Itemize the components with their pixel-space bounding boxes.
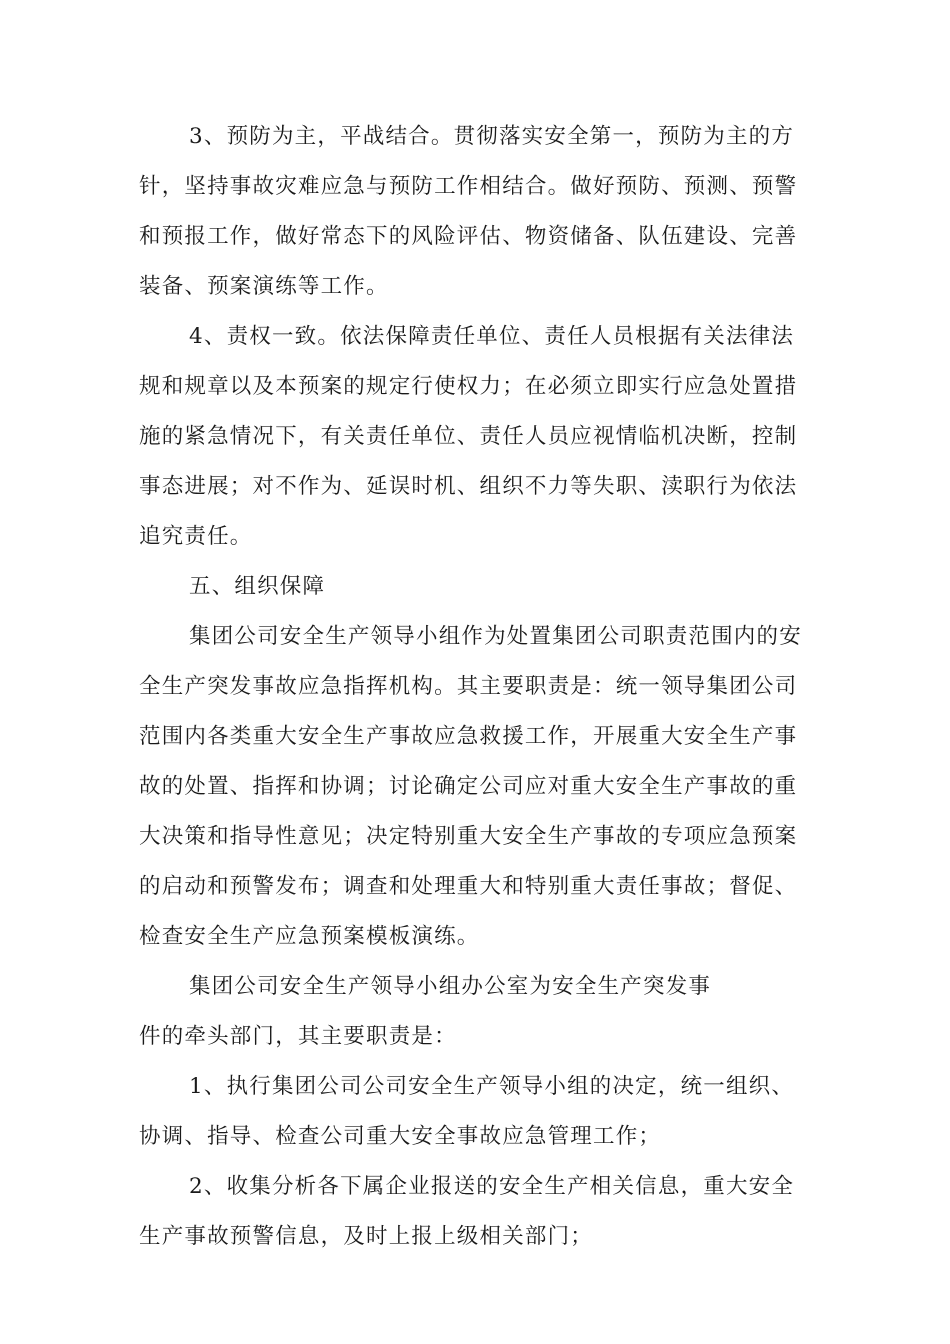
paragraph-line: 故的处置、指挥和协调；讨论确定公司应对重大安全生产事故的重 (139, 774, 798, 799)
paragraph-line: 施的紧急情况下，有关责任单位、责任人员应视情临机决断，控制 (139, 424, 798, 449)
paragraph-line: 规和规章以及本预案的规定行使权力；在必须立即实行应急处置措 (139, 374, 798, 399)
paragraph-line: 件的牵头部门，其主要职责是： (139, 1024, 457, 1049)
paragraph-line: 1、执行集团公司公司安全生产领导小组的决定，统一组织、 (189, 1074, 795, 1099)
paragraph-line: 检查安全生产应急预案模板演练。 (139, 924, 480, 949)
paragraph-line: 大决策和指导性意见；决定特别重大安全生产事故的专项应急预案 (139, 824, 798, 849)
paragraph-line: 集团公司安全生产领导小组作为处置集团公司职责范围内的安 (189, 624, 802, 649)
paragraph-line: 2、收集分析各下属企业报送的安全生产相关信息，重大安全 (189, 1174, 795, 1199)
paragraph-line: 装备、预案演练等工作。 (139, 274, 389, 299)
paragraph-line: 全生产突发事故应急指挥机构。其主要职责是：统一领导集团公司 (139, 674, 798, 699)
paragraph-line: 范围内各类重大安全生产事故应急救援工作，开展重大安全生产事 (139, 724, 798, 749)
section-heading: 五、组织保障 (189, 574, 326, 599)
paragraph-line: 和预报工作，做好常态下的风险评估、物资储备、队伍建设、完善 (139, 224, 798, 249)
paragraph-line: 追究责任。 (139, 524, 253, 549)
paragraph-line: 的启动和预警发布；调查和处理重大和特别重大责任事故；督促、 (139, 874, 798, 899)
paragraph-line: 生产事故预警信息，及时上报上级相关部门； (139, 1224, 594, 1249)
paragraph-line: 协调、指导、检查公司重大安全事故应急管理工作； (139, 1124, 662, 1149)
paragraph-line: 事态进展；对不作为、延误时机、组织不力等失职、渎职行为依法 (139, 474, 798, 499)
paragraph-line: 4、责权一致。依法保障责任单位、责任人员根据有关法律法 (189, 324, 795, 349)
paragraph-line: 集团公司安全生产领导小组办公室为安全生产突发事 (189, 974, 712, 999)
paragraph-line: 3、预防为主，平战结合。贯彻落实安全第一，预防为主的方 (189, 124, 795, 149)
paragraph-line: 针，坚持事故灾难应急与预防工作相结合。做好预防、预测、预警 (139, 174, 798, 199)
